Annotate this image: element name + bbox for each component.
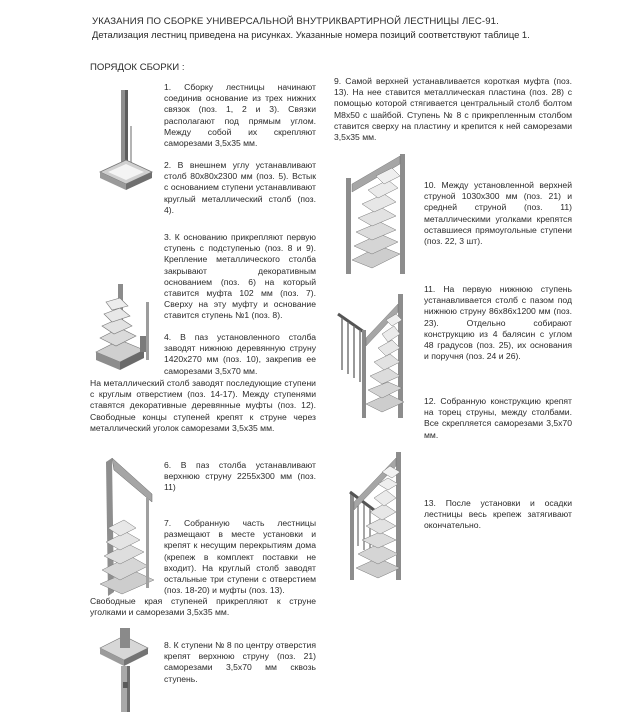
step-8-text: 8. К ступени № 8 по центру отверстия крепят верхнюю струну (поз. 21) саморезами 3,5х70 мм сквозь ступень. — [164, 640, 316, 684]
step-7-continuation-text: Свободные края ступеней прикрепляют к струне уголками и саморезами 3,5х35 мм. — [90, 596, 316, 618]
document-subtitle: Детализация лестниц приведена на рисунках. Указанные номера позиций соответствуют таблице 1. — [92, 29, 530, 40]
step-7-text: 7. Собранную часть лестницы размещают в месте установки и крепят к несущим перекрытиям дома (крепеж в комплект поставки не входит). На круглый столб заводят остальные три ступени с отверстием (поз. 18-20) и муфты (поз. 13). — [164, 518, 316, 596]
spiral-steps-assembly-illustration — [86, 280, 162, 376]
step-3-text: 3. К основанию прикрепляют первую ступень с подступенью (поз. 8 и 9). Крепление металлического столба закрывают декоративным основанием (поз. 6) на который ставится муфта 102 мм (поз. 7). Сверху на эту муфту и основание ставится ступень №1 (поз. 8). — [164, 232, 316, 321]
complete-staircase-illustration — [344, 448, 414, 584]
step-4-continuation-text: На металлический столб заводят последующие ступени с круглым отверстием (поз. 14-17). Между ступенями ставятся декоративные деревянные муфты (поз. 12). Свободные концы ступеней крепят к струне через металлический уголок саморезами 3,5х35 мм. — [90, 378, 316, 433]
step-11-text: 11. На первую нижнюю ступень устанавливается столб с пазом под нижнюю струну 86х86х1200 мм (поз. 23). Отдельно собирают конструкцию из 4 балясин с углом 48 градусов (поз. 25), их основания и поручня (поз. 24 и 26). — [424, 284, 572, 362]
step-13-text: 13. После установки и осадки лестницы весь крепеж затягивают окончательно. — [424, 498, 572, 531]
step-4-text: 4. В паз установленного столба заводят нижнюю деревянную струну 1420х270 мм (поз. 10), закрепив ее саморезами 3,5х70 мм. — [164, 332, 316, 376]
document-title: УКАЗАНИЯ ПО СБОРКЕ УНИВЕРСАЛЬНОЙ ВНУТРИКВАРТИРНОЙ ЛЕСТНИЦЫ ЛЕС-91. — [92, 16, 499, 27]
top-bracket-illustration — [94, 626, 152, 718]
step-12-text: 12. Собранную конструкцию крепят на торец струны, между столбами. Все скрепляется саморезами 3,5х70 мм. — [424, 396, 572, 440]
step-1-text: 1. Сборку лестницы начинают соединив основание из трех нижних связок (поз. 1, 2 и 3). Связки располагают под прямым углом. Между собой их скрепляют саморезами 3,5х35 мм. — [164, 82, 316, 149]
middle-string-staircase-illustration — [340, 150, 414, 278]
step-2-text: 2. В внешнем углу устанавливают столб 80х80х2300 мм (поз. 5). Встык с основанием ступени устанавливают круглый металлический столб (поз. 4). — [164, 160, 316, 215]
step-6-text: 6. В паз столба устанавливают верхнюю струну 2255х300 мм (поз. 11) — [164, 460, 316, 493]
step-10-text: 10. Между установленной верхней струной 1030х300 мм (поз. 21) и средней струной (поз. 11) металлическими уголками крепятся оставшиеся прямоугольные ступени (поз. 22, 3 шт). — [424, 180, 572, 247]
upper-string-staircase-illustration — [92, 452, 158, 600]
assembly-order-heading: ПОРЯДОК СБОРКИ : — [90, 62, 185, 73]
step-9-text: 9. Самой верхней устанавливается короткая муфта (поз. 13). На нее ставится металлическая пластина (поз. 28) с помощью которой стягивается центральный столб болтом М8х50 с шайбой. Ступень № 8 с прикрепленным столбом ставится сверху на пластину и крепится к ней саморезами 3,5х35 мм. — [334, 76, 572, 143]
base-with-post-illustration — [92, 86, 158, 196]
balusters-staircase-illustration — [336, 290, 416, 422]
